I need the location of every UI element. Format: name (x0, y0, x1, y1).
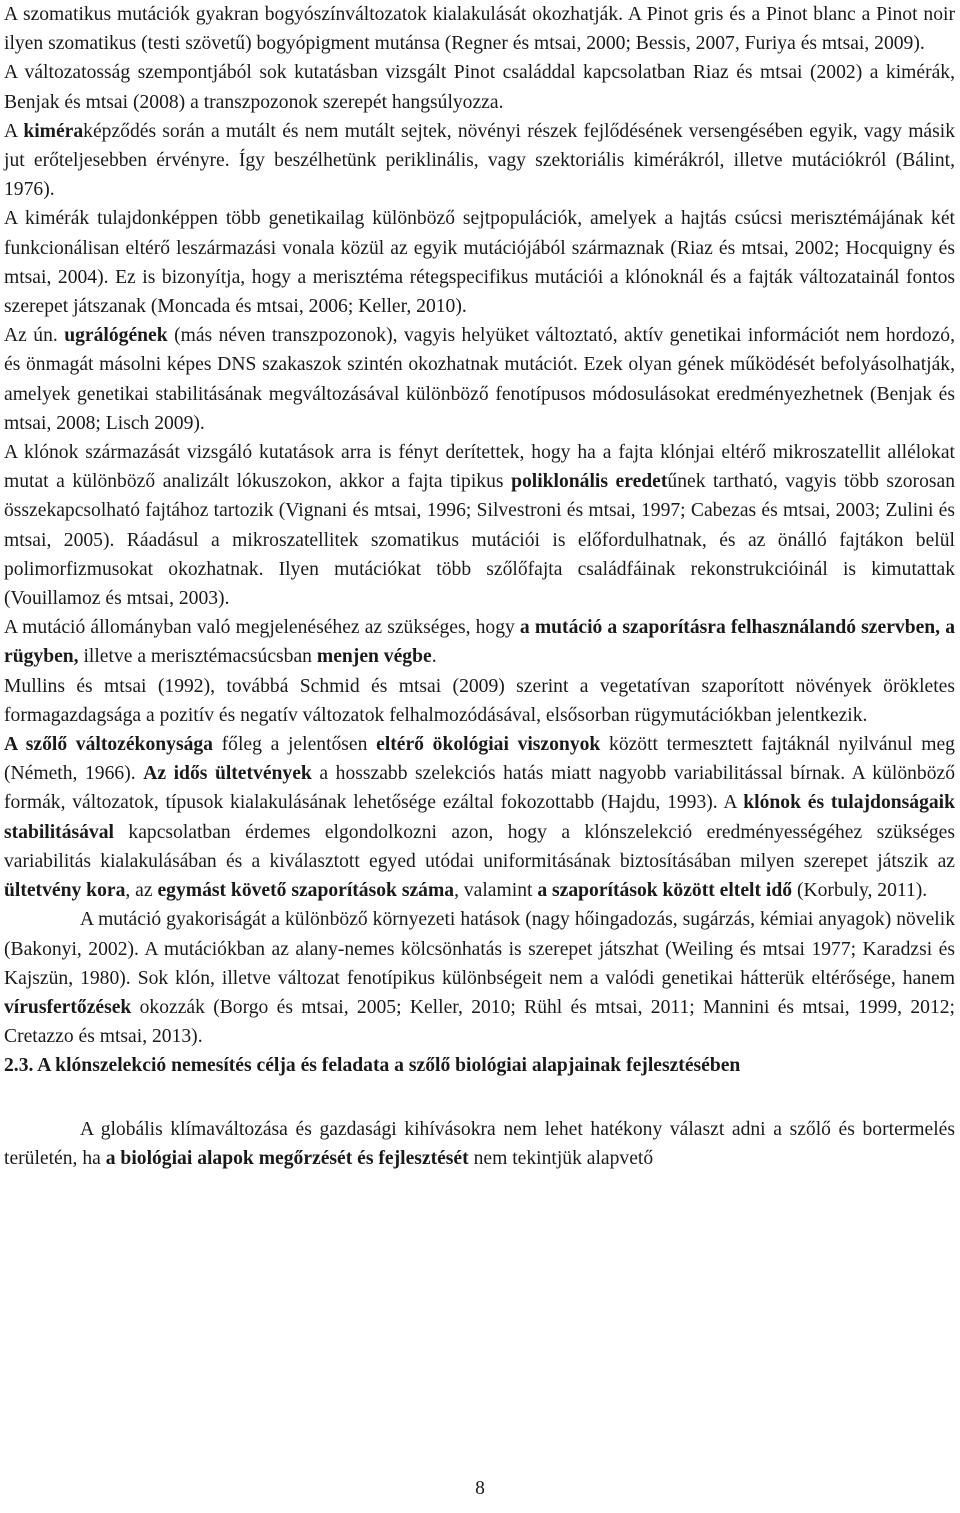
intro-paragraph (4, 1115, 955, 1173)
bold-term: Az idős ültetvények (143, 763, 312, 785)
document-page (4, 0, 955, 1173)
page-number: 8 (475, 1478, 485, 1499)
text-run: kapcsolatban érdemes elgondolkozni azon, hogy a klónszelekció eredményességéhez szükséges variabilitás kialakulásában és a kiválasztott egyed utódai uniformitásának biztosításában milyen szerepet játszik az (4, 821, 955, 872)
text-run: a hosszabb szelekciós hatás miatt nagyobb variabilitással bírnak. A különböző formák, változatok, típusok kialakulásának lehetősége ezáltal fokozottabb (Hajdu, 1993). A (4, 763, 956, 814)
paragraph (4, 321, 955, 438)
text-run: Az ún. (4, 325, 65, 347)
bold-term: a mutáció a szaporításra felhasználandó szervben, a rügyben, (4, 617, 955, 668)
text-run: A mutáció gyakoriságát a különböző környezeti hatások (nagy hőingadozás, sugárzás, kémiai anyagok) növelik (Bakonyi, 2002). A mutációkban az alany-nemes kölcsönhatás is szerepet játszhat (Weiling és mtsai 1977; Karadzsi és Kajszün, 1980). Sok klón, illetve változat fenotípikus különbségeit nem a valódi genetikai hátterük eltérősége, hanem (4, 909, 955, 989)
text-run: . (431, 646, 437, 668)
text-run: okozzák (Borgo és mtsai, 2005; Keller, 2010; Rühl és mtsai, 2011; Mannini és mtsai, 1999, 2012; Cretazzo és mtsai, 2013). (4, 996, 955, 1048)
paragraph (4, 58, 955, 116)
paragraph (4, 905, 955, 1051)
text-run: űnek tartható, vagyis több szorosan összekapcsolható fajtához tartozik (Vignani és mtsai, 1996; Silvestroni és mtsai, 1997; Cabezas és mtsai, 2003; Zulini és mtsai, 2005). Ráadásul a mikroszatellitek szomatikus mutációi is előfordulhatnak, és az önálló fajtákon belül polimorfizmusokat okozhatnak. Ilyen mutációkat több szőlőfajta családfáinak rekonstrukcióinál is kimutattak (Vouillamoz és mtsai, 2003). (4, 471, 955, 610)
bold-term: klónok és tulajdonságaik stabilitásával (4, 792, 956, 843)
bold-term: kiméra (23, 120, 84, 142)
text-run: Mullins és mtsai (1992), továbbá Schmid és mtsai (2009) szerint a vegetatívan szaporított növények örökletes formagazdagsága a pozitív és negatív változatok felhalmozódásával, elsősorban rügymutációkban jelentkezik. (4, 675, 955, 726)
paragraph (4, 117, 955, 205)
text-run: A mutáció állományban való megjelenéséhez az szükséges, hogy (4, 617, 520, 639)
bold-term: vírusfertőzések (4, 996, 132, 1018)
text-run: A (4, 120, 24, 142)
text-run: A kimérák tulajdonképpen több genetikailag különböző sejtpopulációk, amelyek a hajtás csúcsi merisztémájának két funkcionálisan eltérő leszármazási vonala közül az egyik mutációjából származnak (Riaz és mtsai, 2002; Hocquigny és mtsai, 2004). Ez is bizonyítja, hogy a merisztéma rétegspecifikus mutációi a klónoknál és a fajták változatainál fontos szerepet játszanak (Moncada és mtsai, 2006; Keller, 2010). (4, 208, 955, 318)
paragraph (4, 0, 955, 58)
bold-term: poliklonális eredet (511, 471, 668, 493)
bold-term: ültetvény kora (4, 880, 126, 902)
text-run: főleg a jelentősen (212, 734, 377, 756)
text-run: A változatosság szempontjából sok kutatásban vizsgált Pinot családdal kapcsolatban Riaz és mtsai (2002) a kimérák, Benjak és mtsai (2008) a transzpozonok szerepét hangsúlyozza. (4, 62, 955, 113)
text-run: , valamint (454, 880, 538, 902)
text-run: , az (125, 880, 158, 902)
text-run: A klónok származását vizsgáló kutatások arra is fényt derítettek, hogy ha a fajta klónjai eltérő mikroszatellit allélokat mutat a különböző analizált lókuszokon, akkor a fajta tipikus (4, 442, 955, 493)
text-run: illetve a merisztémacsúcsban (78, 646, 317, 668)
bold-term: A szőlő változékonysága (4, 734, 213, 756)
section-heading: 2.3. A klónszelekció nemesítés célja és feladata a szőlő biológiai alapjainak fejlesztésében (4, 1055, 741, 1077)
paragraph (4, 730, 955, 905)
text-run: (más néven transzpozonok), vagyis helyüket változtató, aktív genetikai információt nem hordozó, és önmagát másolni képes DNS szakaszok szintén okozhatnak mutációt. Ezek olyan gének működését befolyásolhatják, amelyek genetikai stabilitásának megváltozásával különböző fenotípusos módosulásokat eredményezhetnek (Benjak és mtsai, 2008; Lisch 2009). (4, 325, 956, 434)
text-run: A globális klímaváltozása és gazdasági kihívásokra nem lehet hatékony választ adni a szőlő és bortermelés területén, ha (4, 1118, 955, 1169)
paragraph (4, 204, 955, 321)
text-run: (Korbuly, 2011). (792, 880, 928, 902)
paragraph (4, 438, 955, 613)
text-run: között termesztett fajtáknál nyilvánul meg (Németh, 1966). (4, 734, 955, 785)
bold-term: a szaporítások között eltelt idő (537, 880, 793, 902)
text-run: képződés során a mutált és nem mutált sejtek, növényi részek fejlődésének versengésében egyik, vagy másik jut erőteljesebben érvényre. Így beszélhetünk periklinális, vagy szektoriális kimérákról, illetve mutációkról (Bálint, 1976). (4, 120, 955, 201)
bold-term: menjen végbe (316, 646, 432, 668)
bold-term: a biológiai alapok megőrzését és fejlesztését (105, 1147, 469, 1169)
bold-term: ugrálógének (64, 325, 168, 347)
bold-term: eltérő ökológiai viszonyok (376, 734, 601, 756)
paragraph (4, 613, 955, 671)
bold-term: egymást követő szaporítások száma (157, 880, 455, 902)
body-text (4, 0, 955, 1051)
text-run: A szomatikus mutációk gyakran bogyószínváltozatok kialakulását okozhatják. A Pinot gris és a Pinot blanc a Pinot noir ilyen szomatikus (testi szövetű) bogyópigment mutánsa (Regner és mtsai, 2000; Bessis, 2007, Furiya és mtsai, 2009). (4, 4, 955, 55)
paragraph (4, 672, 955, 730)
text-run: nem tekintjük alapvető (468, 1147, 654, 1169)
